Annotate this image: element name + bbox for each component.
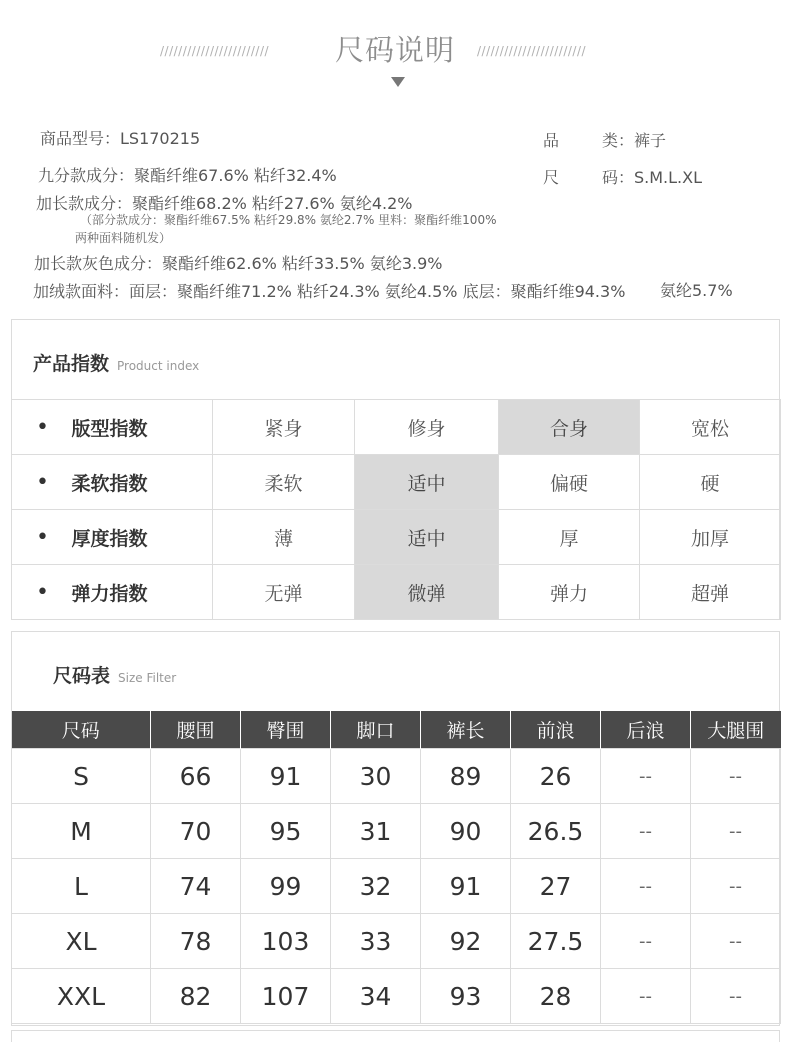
composition-long-grey: 加长款灰色成分：聚酯纤维62.6% 粘纤33.5% 氨纶3.9% (34, 254, 443, 273)
size-table (11, 711, 781, 1024)
index-option: 修身 (355, 400, 499, 455)
table-cell: 95 (241, 804, 331, 859)
table-cell: -- (691, 804, 781, 859)
table-row (12, 859, 781, 914)
index-row (12, 400, 781, 455)
size-table-title-text: 尺码表 (53, 665, 111, 687)
table-row (12, 804, 781, 859)
product-index-table (11, 399, 781, 620)
composition-fleece-tail: 氨纶5.7% (660, 281, 733, 300)
table-cell: 103 (241, 914, 331, 969)
size-label: 尺 (543, 168, 560, 187)
table-cell: 30 (331, 749, 421, 804)
table-cell: 26.5 (511, 804, 601, 859)
index-name: 弹力指数 (72, 565, 213, 620)
product-index-title-text: 产品指数 (33, 353, 110, 375)
table-cell: 89 (421, 749, 511, 804)
composition-cropped: 九分款成分：聚酯纤维67.6% 粘纤32.4% (38, 166, 337, 185)
index-option: 厚 (499, 510, 640, 565)
size-table-header: 臀围 (241, 711, 331, 749)
table-cell: 74 (151, 859, 241, 914)
table-cell: 91 (421, 859, 511, 914)
size-table-header: 裤长 (421, 711, 511, 749)
composition-partial-note: 两种面料随机发） (75, 231, 172, 245)
index-option-selected: 合身 (499, 400, 640, 455)
table-cell: S (12, 749, 151, 804)
table-cell: 99 (241, 859, 331, 914)
table-cell: -- (691, 914, 781, 969)
table-cell: 28 (511, 969, 601, 1024)
index-option: 偏硬 (499, 455, 640, 510)
composition-long: 加长款成分：聚酯纤维68.2% 粘纤27.6% 氨纶4.2% (36, 194, 413, 213)
bullet-icon: • (12, 510, 72, 565)
table-cell: 92 (421, 914, 511, 969)
table-row (12, 749, 781, 804)
product-model: 商品型号：LS170215 (40, 129, 201, 148)
size-table-header: 腰围 (151, 711, 241, 749)
size-table-header: 尺码 (12, 711, 151, 749)
index-option: 无弹 (213, 565, 355, 620)
table-cell: XXL (12, 969, 151, 1024)
table-cell: -- (601, 914, 691, 969)
index-name: 柔软指数 (72, 455, 213, 510)
table-cell: 90 (421, 804, 511, 859)
bullet-icon: • (12, 400, 72, 455)
page-header (0, 28, 790, 69)
category-label: 品 (543, 131, 560, 150)
table-cell: 91 (241, 749, 331, 804)
bullet-icon: • (12, 565, 72, 620)
composition-partial: （部分款成分：聚酯纤维67.5% 粘纤29.8% 氨纶2.7% 里料：聚酯纤维100% (80, 213, 497, 227)
table-cell: -- (601, 804, 691, 859)
index-option: 弹力 (499, 565, 640, 620)
table-cell: 107 (241, 969, 331, 1024)
next-panel-edge (11, 1030, 780, 1042)
table-cell: -- (691, 749, 781, 804)
size-table-subtitle: Size Filter (118, 671, 177, 685)
header-right-decoration: //////////////////////// (477, 44, 587, 58)
index-option: 柔软 (213, 455, 355, 510)
table-cell: -- (691, 859, 781, 914)
size-table-header: 前浪 (511, 711, 601, 749)
index-option-selected: 微弹 (355, 565, 499, 620)
table-cell: 31 (331, 804, 421, 859)
index-option-selected: 适中 (355, 510, 499, 565)
index-name: 厚度指数 (72, 510, 213, 565)
table-cell: 27.5 (511, 914, 601, 969)
product-index-title (33, 349, 199, 376)
index-option: 硬 (640, 455, 781, 510)
table-cell: M (12, 804, 151, 859)
table-row (12, 914, 781, 969)
table-cell: 33 (331, 914, 421, 969)
index-name: 版型指数 (72, 400, 213, 455)
table-cell: XL (12, 914, 151, 969)
table-cell: -- (601, 859, 691, 914)
size-table-header: 后浪 (601, 711, 691, 749)
index-option-selected: 适中 (355, 455, 499, 510)
page-title: 尺码说明 (334, 33, 455, 67)
index-row (12, 510, 781, 565)
table-cell: 34 (331, 969, 421, 1024)
table-cell: -- (601, 749, 691, 804)
size-table-header: 脚口 (331, 711, 421, 749)
index-row (12, 565, 781, 620)
table-cell: 78 (151, 914, 241, 969)
table-cell: -- (601, 969, 691, 1024)
category-value: 类：裤子 (602, 131, 667, 150)
down-arrow-icon (391, 77, 405, 87)
table-cell: 70 (151, 804, 241, 859)
table-cell: -- (691, 969, 781, 1024)
table-cell: 32 (331, 859, 421, 914)
size-table-title (53, 661, 176, 688)
bullet-icon: • (12, 455, 72, 510)
index-option: 加厚 (640, 510, 781, 565)
index-row (12, 455, 781, 510)
size-table-header: 大腿围 (691, 711, 781, 749)
product-index-subtitle: Product index (117, 359, 200, 373)
table-cell: 26 (511, 749, 601, 804)
table-cell: L (12, 859, 151, 914)
table-cell: 93 (421, 969, 511, 1024)
table-cell: 66 (151, 749, 241, 804)
table-cell: 82 (151, 969, 241, 1024)
index-option: 超弹 (640, 565, 781, 620)
header-left-decoration: //////////////////////// (160, 44, 270, 58)
index-option: 紧身 (213, 400, 355, 455)
table-cell: 27 (511, 859, 601, 914)
composition-fleece: 加绒款面料：面层：聚酯纤维71.2% 粘纤24.3% 氨纶4.5% 底层：聚酯纤维94.3% (33, 282, 626, 301)
index-option: 宽松 (640, 400, 781, 455)
table-row (12, 969, 781, 1024)
size-value: 码：S.M.L.XL (602, 168, 703, 187)
index-option: 薄 (213, 510, 355, 565)
